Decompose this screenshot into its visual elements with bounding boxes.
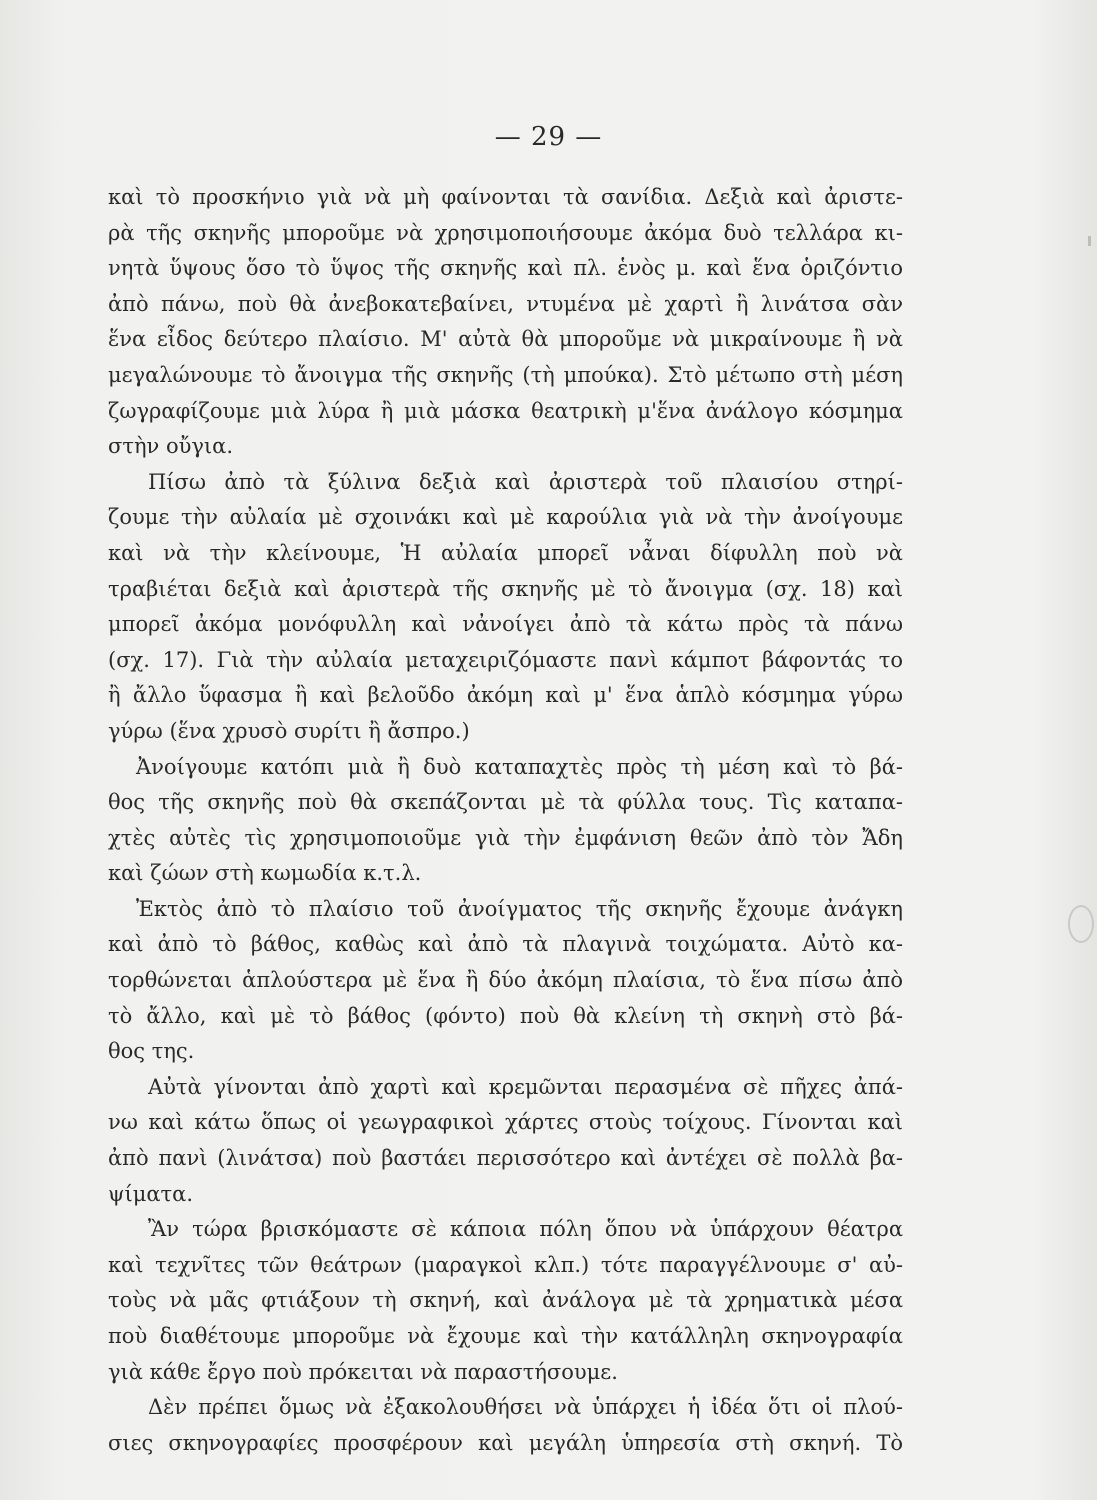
text-line: θος τῆς σκηνῆς ποὺ θὰ σκεπάζονται μὲ τὰ φύλλα τους. Τὶς καταπα- <box>108 790 903 815</box>
text-line: καὶ ζώων στὴ κωμωδία κ.τ.λ. <box>108 861 422 886</box>
text-line: (σχ. 17). Γιὰ τὴν αὐλαία μεταχειριζόμαστε πανὶ κάμποτ βάφοντάς το <box>108 647 903 672</box>
scan-mark <box>1088 236 1091 246</box>
binding-hole-mark <box>1068 905 1094 943</box>
text-line: ζουμε τὴν αὐλαία μὲ σχοινάκι καὶ μὲ καρούλια γιὰ νὰ τὴν ἀνοίγουμε <box>108 505 903 530</box>
text-line: στὴν οὔγια. <box>108 434 234 459</box>
text-line: ἢ ἄλλο ὕφασμα ἢ καὶ βελοῦδο ἀκόμη καὶ μ' ἕνα ἁπλὸ κόσμημα γύρω <box>108 683 903 708</box>
text-line: ποὺ διαθέτουμε μποροῦμε νὰ ἔχουμε καὶ τὴν κατάλληλη σκηνογραφία <box>108 1324 903 1348</box>
text-line: Δὲν πρέπει ὅμως νὰ ἐξακολουθήσει νὰ ὑπάρχει ἡ ἰδέα ὅτι οἱ πλού- <box>148 1395 903 1420</box>
text-line: μπορεῖ ἀκόμα μονόφυλλη καὶ νἀνοίγει ἀπὸ τὰ κάτω πρὸς τὰ πάνω <box>108 612 903 637</box>
text-line: ρὰ τῆς σκηνῆς μποροῦμε νὰ χρησιμοποιήσουμε ἀκόμα δυὸ τελλάρα κι- <box>108 220 903 245</box>
text-line: καὶ τὸ προσκήνιο γιὰ νὰ μὴ φαίνονται τὰ σανίδια. Δεξιὰ καὶ ἀριστε- <box>108 185 903 209</box>
text-line: μεγαλώνουμε τὸ ἄνοιγμα τῆς σκηνῆς (τὴ μπούκα). Στὸ μέτωπο στὴ μέση <box>108 362 903 387</box>
text-line: γύρω (ἕνα χρυσὸ συρίτι ἢ ἄσπρο.) <box>108 718 470 743</box>
text-line: χτὲς αὐτὲς τὶς χρησιμοποιοῦμε γιὰ τὴν ἐμφάνιση θεῶν ἀπὸ τὸν Ἄδη <box>108 825 903 850</box>
text-line: καὶ ἀπὸ τὸ βάθος, καθὼς καὶ ἀπὸ τὰ πλαγινὰ τοιχώματα. Αὐτὸ κα- <box>108 932 903 957</box>
text-line: Ἀνοίγουμε κατόπι μιὰ ἢ δυὸ καταπαχτὲς πρὸς τὴ μέση καὶ τὸ βά- <box>136 754 903 779</box>
text-line: Πίσω ἀπὸ τὰ ξύλινα δεξιὰ καὶ ἀριστερὰ τοῦ πλαισίου στηρί- <box>148 469 903 494</box>
text-line: τὸ ἄλλο, καὶ μὲ τὸ βάθος (φόντο) ποὺ θὰ κλείνη τὴ σκηνὴ στὸ βά- <box>108 1003 903 1028</box>
text-line: ἀπὸ πάνω, ποὺ θὰ ἀνεβοκατεβαίνει, ντυμένα μὲ χαρτὶ ἢ λινάτσα σὰν <box>108 291 903 316</box>
page-number: — 29 — <box>494 122 603 152</box>
body-text <box>108 180 903 1461</box>
text-line: τραβιέται δεξιὰ καὶ ἀριστερὰ τῆς σκηνῆς μὲ τὸ ἄνοιγμα (σχ. 18) καὶ <box>108 576 903 601</box>
text-line: Ἂν τώρα βρισκόμαστε σὲ κάποια πόλη ὅπου νὰ ὑπάρχουν θέατρα <box>148 1217 903 1242</box>
text-line: ζωγραφίζουμε μιὰ λύρα ἢ μιὰ μάσκα θεατρικὴ μ'ἕνα ἀνάλογο κόσμημα <box>108 398 903 423</box>
text-line: γιὰ κάθε ἔργο ποὺ πρόκειται νὰ παραστήσουμε. <box>108 1359 618 1384</box>
text-line: Ἐκτὸς ἀπὸ τὸ πλαίσιο τοῦ ἀνοίγματος τῆς σκηνῆς ἔχουμε ἀνάγκη <box>136 896 903 921</box>
text-line: θος της. <box>108 1039 195 1064</box>
text-line: Αὐτὰ γίνονται ἀπὸ χαρτὶ καὶ κρεμῶνται περασμένα σὲ πῆχες ἀπά- <box>148 1074 903 1099</box>
text-line: ψίματα. <box>108 1181 194 1206</box>
text-line: νω καὶ κάτω ὅπως οἱ γεωγραφικοὶ χάρτες στοὺς τοίχους. Γίνονται καὶ <box>108 1110 903 1135</box>
text-line: ἀπὸ πανὶ (λινάτσα) ποὺ βαστάει περισσότερο καὶ ἀντέχει σὲ πολλὰ βα- <box>108 1146 903 1171</box>
text-line: τορθώνεται ἁπλούστερα μὲ ἕνα ἢ δύο ἀκόμη πλαίσια, τὸ ἕνα πίσω ἀπὸ <box>108 968 903 993</box>
text-line: σιες σκηνογραφίες προσφέρουν καὶ μεγάλη ὑπηρεσία στὴ σκηνή. Τὸ <box>108 1430 903 1455</box>
text-line: τοὺς νὰ μᾶς φτιάξουν τὴ σκηνή, καὶ ἀνάλογα μὲ τὰ χρηματικὰ μέσα <box>108 1288 903 1313</box>
text-line: νητὰ ὕψους ὅσο τὸ ὕψος τῆς σκηνῆς καὶ πλ. ἑνὸς μ. καὶ ἕνα ὁριζόντιο <box>108 256 903 281</box>
text-line: καὶ νὰ τὴν κλείνουμε, Ἡ αὐλαία μπορεῖ νἆναι δίφυλλη ποὺ νὰ <box>108 540 903 565</box>
text-line: ἕνα εἶδος δεύτερο πλαίσιο. Μ' αὐτὰ θὰ μποροῦμε νὰ μικραίνουμε ἢ νὰ <box>108 327 903 352</box>
text-line: καὶ τεχνῖτες τῶν θεάτρων (μαραγκοὶ κλπ.) τότε παραγγέλνουμε σ' αὐ- <box>108 1252 903 1277</box>
